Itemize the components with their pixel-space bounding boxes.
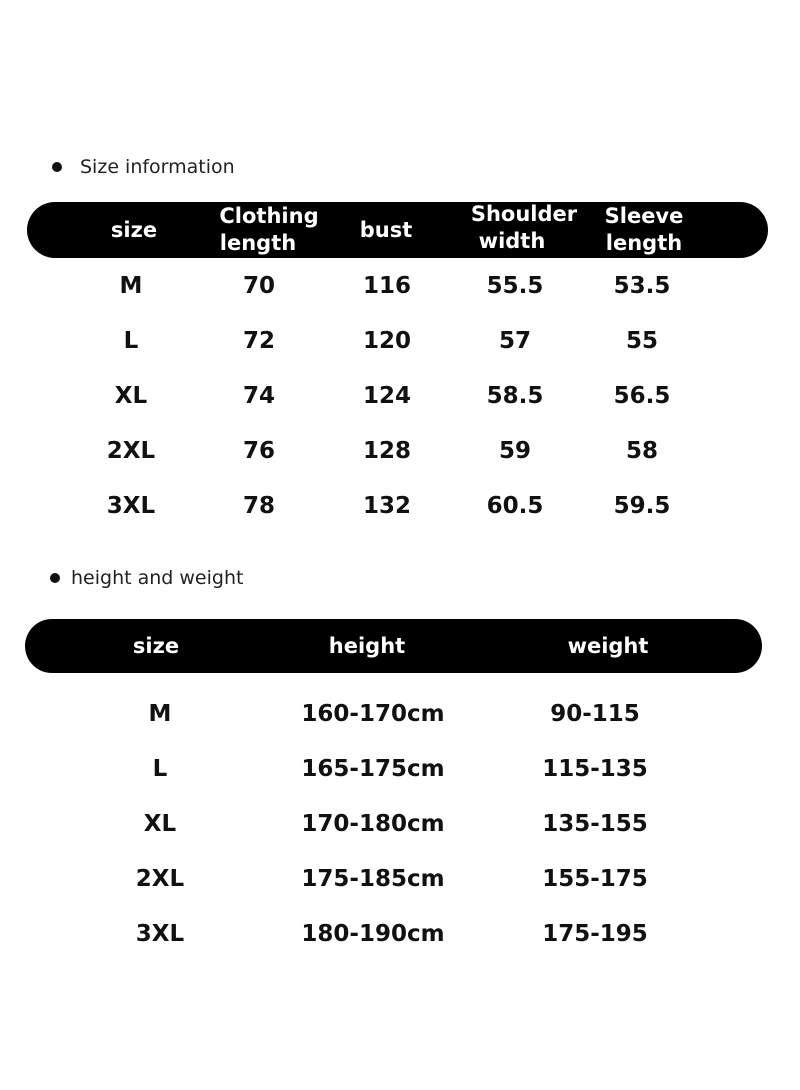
table-row: [0, 491, 800, 521]
cell-shoulder-width: 59: [498, 438, 532, 464]
cell-size: L: [152, 756, 168, 782]
cell-sleeve-length: 56.5: [613, 383, 671, 409]
table-row: [0, 864, 800, 894]
table-row: [0, 809, 800, 839]
header-shoulder-width-line2: width: [478, 229, 546, 253]
cell-shoulder-width: 58.5: [486, 383, 544, 409]
header-clothing-length-line1: Clothing: [219, 204, 319, 228]
cell-weight: 115-135: [542, 756, 648, 782]
cell-weight: 175-195: [542, 921, 648, 947]
height-weight-heading: [50, 567, 243, 589]
header-height: height: [328, 634, 406, 658]
cell-size: XL: [143, 811, 177, 837]
table-row: [0, 754, 800, 784]
cell-clothing-length: 76: [242, 438, 276, 464]
cell-height: 165-175cm: [301, 756, 445, 782]
bullet-icon: [52, 162, 62, 172]
cell-shoulder-width: 57: [498, 328, 532, 354]
cell-weight: 135-155: [542, 811, 648, 837]
cell-bust: 128: [362, 438, 412, 464]
header-weight: weight: [567, 634, 649, 658]
cell-size: L: [123, 328, 139, 354]
cell-bust: 124: [362, 383, 412, 409]
cell-size: 2XL: [135, 866, 185, 892]
table-row: [0, 919, 800, 949]
cell-height: 175-185cm: [301, 866, 445, 892]
cell-weight: 90-115: [550, 701, 640, 727]
cell-sleeve-length: 59.5: [613, 493, 671, 519]
table-row: [0, 699, 800, 729]
size-information-title: Size information: [80, 156, 235, 178]
cell-sleeve-length: 58: [625, 438, 659, 464]
height-weight-title: height and weight: [71, 567, 244, 589]
cell-height: 180-190cm: [301, 921, 445, 947]
height-weight-table-header: [25, 619, 762, 673]
table-row: [0, 326, 800, 356]
cell-height: 160-170cm: [301, 701, 445, 727]
header-clothing-length-line2: length: [219, 231, 297, 255]
cell-sleeve-length: 53.5: [613, 273, 671, 299]
cell-clothing-length: 78: [242, 493, 276, 519]
cell-shoulder-width: 60.5: [486, 493, 544, 519]
table-row: [0, 381, 800, 411]
header-shoulder-width: [471, 201, 577, 255]
header-sleeve-length-line1: Sleeve: [604, 204, 684, 228]
cell-bust: 132: [362, 493, 412, 519]
cell-clothing-length: 74: [242, 383, 276, 409]
cell-size: M: [148, 701, 172, 727]
cell-size: XL: [114, 383, 148, 409]
header-bust: bust: [359, 218, 413, 242]
table-row: [0, 271, 800, 301]
cell-bust: 120: [362, 328, 412, 354]
cell-clothing-length: 70: [242, 273, 276, 299]
cell-size: 2XL: [106, 438, 156, 464]
header-size: size: [132, 634, 180, 658]
cell-shoulder-width: 55.5: [486, 273, 544, 299]
header-size: size: [110, 218, 158, 242]
header-sleeve-length-line2: length: [605, 231, 683, 255]
size-information-heading: [52, 156, 235, 178]
header-shoulder-width-line1: Shoulder: [470, 202, 578, 226]
cell-clothing-length: 72: [242, 328, 276, 354]
size-table-header: [27, 202, 768, 258]
bullet-icon: [50, 573, 60, 583]
cell-size: 3XL: [135, 921, 185, 947]
header-sleeve-length: [605, 203, 684, 257]
table-row: [0, 436, 800, 466]
cell-size: 3XL: [106, 493, 156, 519]
cell-weight: 155-175: [542, 866, 648, 892]
cell-size: M: [119, 273, 143, 299]
header-clothing-length: [219, 203, 318, 257]
cell-bust: 116: [362, 273, 412, 299]
cell-sleeve-length: 55: [625, 328, 659, 354]
cell-height: 170-180cm: [301, 811, 445, 837]
